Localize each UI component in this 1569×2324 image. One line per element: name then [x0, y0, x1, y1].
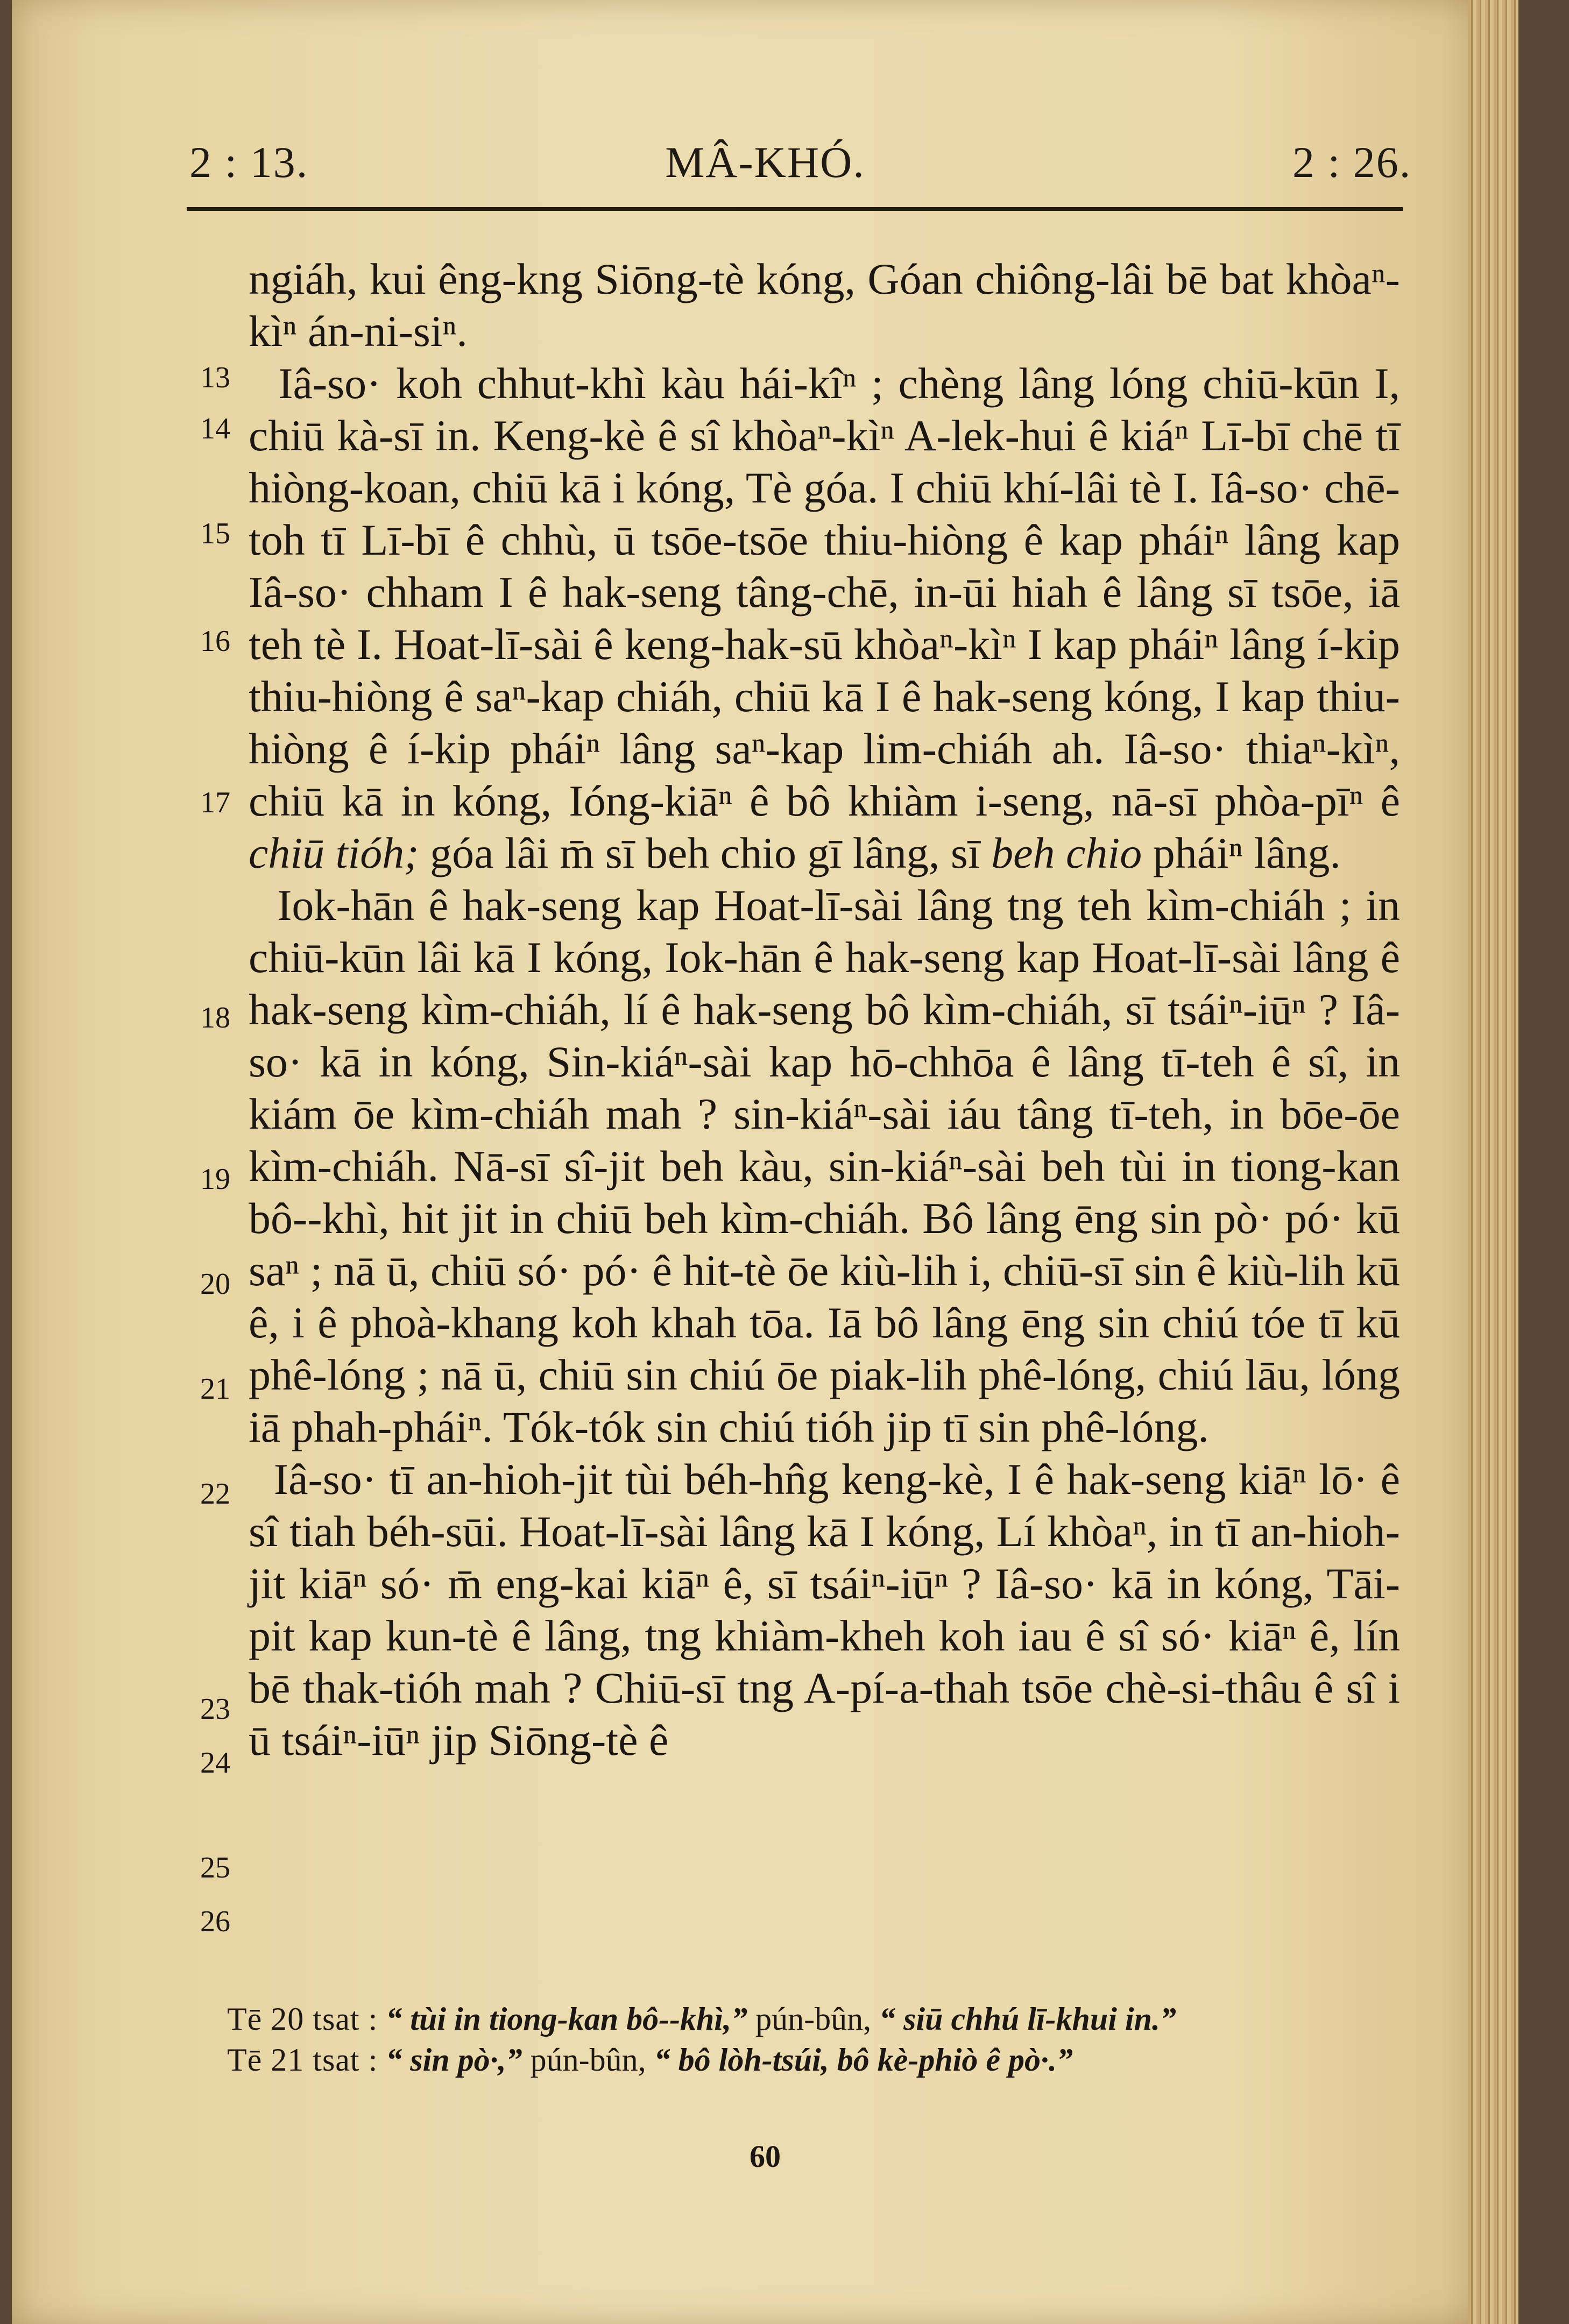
italic-phrase: beh chio [991, 828, 1142, 877]
book-page [12, 0, 1518, 2324]
verse-number: 25 [200, 1851, 230, 1884]
verse-number: 20 [200, 1267, 230, 1301]
page-edge [1468, 0, 1518, 2324]
footnote: Tē 20 tsat : “ tùi in tiong-kan bô--khì,” pún-bûn, “ siū chhú lī-khui in.” [227, 2001, 1176, 2037]
running-header [12, 137, 1518, 196]
header-right-reference: 2 : 26. [1292, 138, 1412, 187]
paragraph-verses-23-26: Iâ-so· tī an-hioh-jit tùi béh-hn̂g keng-kè, I ê hak-seng kiāⁿ lō· ê sî tiah béh-sūi. Hoat-lī-sài lâng kā I kóng, Lí khòaⁿ, in tī an-hioh-jit kiāⁿ só· m̄ eng-kai kiāⁿ ê, sī tsáiⁿ-iūⁿ ? Iâ-so· kā in kóng, Tāi-pit kap kun-tè ê lâng, tng khiàm-kheh koh iau ê sî só· kiāⁿ ê, lín bē thak-tióh mah ? Chiū-sī tng A-pí-a-thah tsōe chè-si-thâu ê sî i ū tsáiⁿ-iūⁿ jip Siōng-tè ê [249, 1455, 1401, 1765]
verse-number: 17 [200, 786, 230, 819]
scripture-text [249, 253, 1400, 1766]
paragraph-verses-18-22: Iok-hān ê hak-seng kap Hoat-lī-sài lâng tng teh kìm-chiáh ; in chiū-kūn lâi kā I kóng, Iok-hān ê hak-seng kap Hoat-lī-sài lâng ê hak-seng kìm-chiáh, lí ê hak-seng bô kìm-chiáh, sī tsáiⁿ-iūⁿ ? Iâ-so· kā in kóng, Sin-kiáⁿ-sài kap hō-chhōa ê lâng tī-teh ê sî, in kiám ōe kìm-chiáh mah ? sin-kiáⁿ-sài iáu tâng tī-teh, in bōe-ōe kìm-chiáh. Nā-sī sî-jit beh kàu, sin-kiáⁿ-sài beh tùi in tiong-kan bô--khì, hit jit in chiū beh kìm-chiáh. Bô lâng ēng sin pò· pó· kū saⁿ ; nā ū, chiū só· pó· ê hit-tè ōe kiù-lih i, chiū-sī sin ê kiù-lih kū ê, i ê phoà-khang koh khah tōa. Iā bô lâng ēng sin chiú tóe tī kū phê-lóng ; nā ū, chiū sin chiú ōe piak-lih phê-lóng, chiú lāu, lóng iā phah-pháiⁿ. Tók-tók sin chiú tióh jip tī sin phê-lóng. [249, 881, 1400, 1451]
verse-number: 16 [200, 625, 230, 658]
page-number: 60 [750, 2139, 781, 2174]
verse-number: 26 [200, 1905, 230, 1938]
paragraph-verses-13-17: Iâ-so· koh chhut-khì kàu hái-kîⁿ ; chèng lâng lóng chiū-kūn I, chiū kà-sī in. Keng-kè ê sî khòaⁿ-kìⁿ A-lek-hui ê kiáⁿ Lī-bī chē tī hiòng-koan, chiū kā i kóng, Tè góa. I chiū khí-lâi tè I. Iâ-so· chē-toh tī Lī-bī ê chhù, ū tsōe-tsōe thiu-hiòng ê kap pháiⁿ lâng kap Iâ-so· chham I ê hak-seng tâng-chē, in-ūi hiah ê lâng sī tsōe, iā teh tè I. Hoat-lī-sài ê keng-hak-sū khòaⁿ-kìⁿ I kap pháiⁿ lâng í-kip thiu-hiòng ê saⁿ-kap chiáh, chiū kā I ê hak-seng kóng, I kap thiu-hiòng ê í-kip pháiⁿ lâng saⁿ-kap lim-chiáh ah. Iâ-so· thiaⁿ-kìⁿ, chiū kā in kóng, Ióng-kiāⁿ ê bô khiàm i-seng, nā-sī phòa-pīⁿ ê chiū tióh; góa lâi m̄ sī beh chio gī lâng, sī beh chio pháiⁿ lâng. [249, 359, 1400, 877]
verse-number: 19 [200, 1163, 230, 1196]
verse-number: 14 [200, 412, 230, 445]
verse-number: 21 [200, 1372, 230, 1406]
verse-number: 15 [200, 517, 230, 550]
paragraph-continuation: ngiáh, kui êng-kng Siōng-tè kóng, Góan chiông-lâi bē bat khòaⁿ-kìⁿ án-ni-siⁿ. [249, 254, 1400, 356]
footnote: Tē 21 tsat : “ sin pò·,” pún-bûn, “ bô lòh-tsúi, bô kè-phiò ê pò·.” [227, 2042, 1073, 2078]
header-rule [187, 207, 1403, 211]
verse-number: 23 [200, 1692, 230, 1726]
footnotes [227, 1999, 1411, 2080]
verse-number: 18 [200, 1001, 230, 1035]
verse-number: 13 [200, 361, 230, 394]
header-book-title: MÂ-KHÓ. [665, 138, 865, 187]
verse-number: 22 [200, 1477, 230, 1511]
italic-phrase: chiū tióh; [249, 828, 419, 877]
header-left-reference: 2 : 13. [189, 138, 309, 187]
verse-number: 24 [200, 1746, 230, 1780]
